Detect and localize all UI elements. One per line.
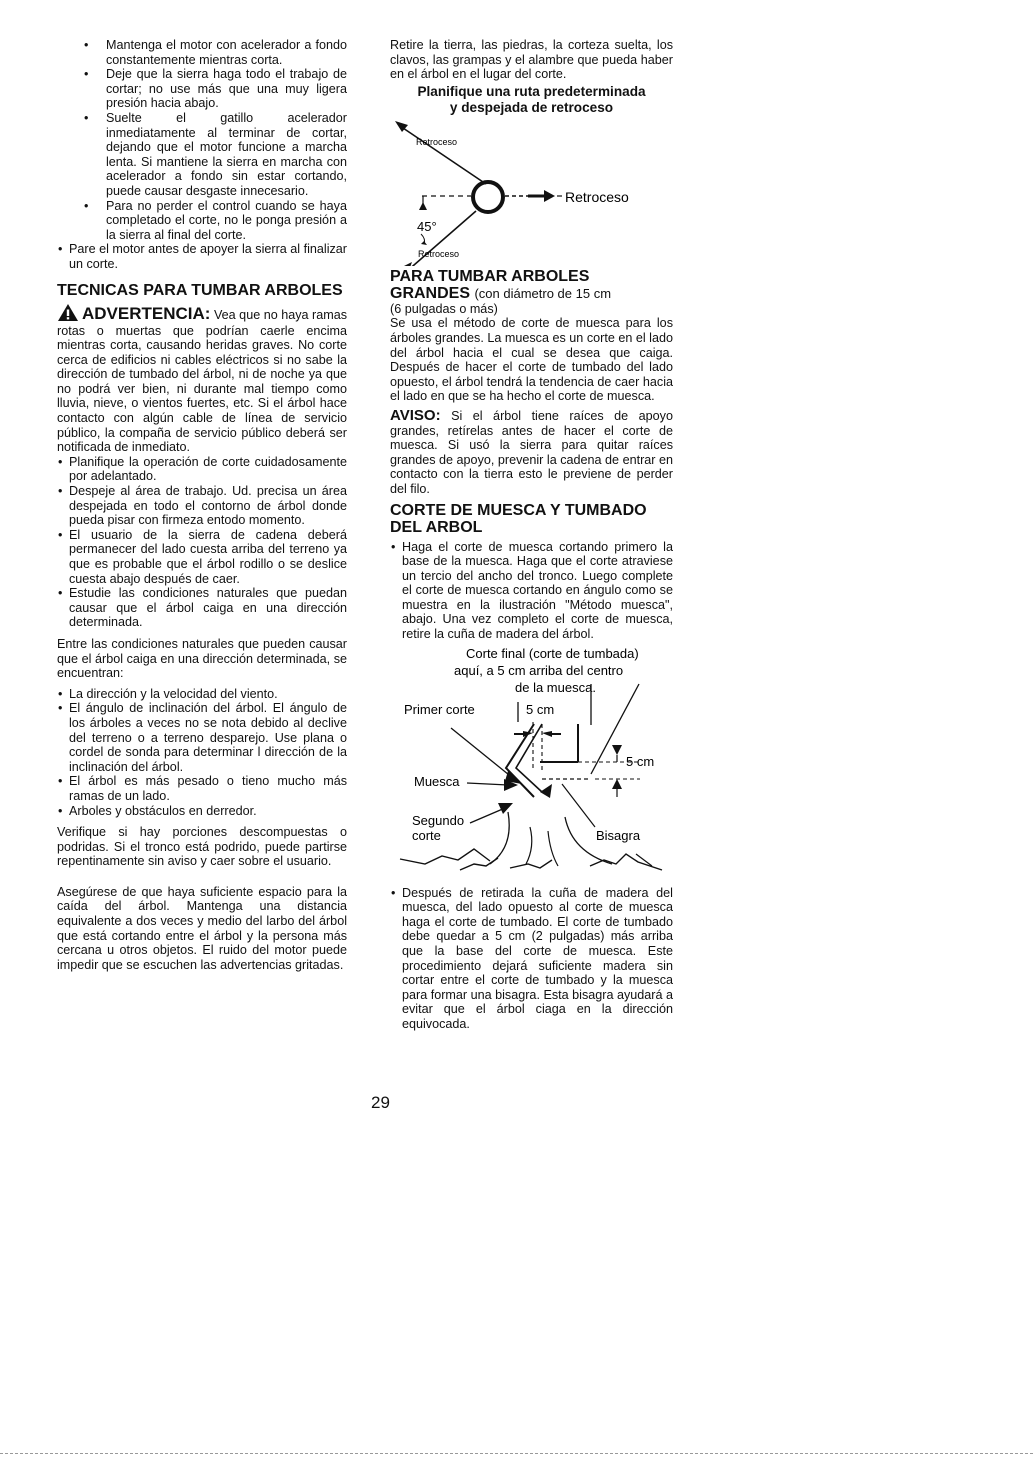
list-item: • Pare el motor antes de apoyer la sierra al finalizar un corte.: [57, 242, 347, 271]
section-heading-corte: CORTE DE MUESCA Y TUMBADO DEL ARBOL: [390, 501, 647, 536]
notch-method-paragraph: Se usa el método de corte de muesca para los árboles grandes. La muesca es un corte en el lado del árbol hacia el cual se desea que caiga. Después de hacer el corte de tumbado del lado opuesto, el árbol tendrá la tendencia de caer hacia el lado en que se ha hecho el corte de muesca.: [390, 316, 673, 404]
five-cm-top-label: 5 cm: [526, 701, 555, 717]
list-item: • El usuario de la sierra de cadena deberá permanecer del lado cuesta arriba del terreno ya que es probable que el árbol rodillo o se deslice cuesta abajo después de caer.: [57, 528, 347, 586]
left-column: [57, 38, 347, 972]
list-item: • Haga el corte de muesca cortando primero la base de la muesca. Haga que el corte atraviese un tercio del ancho del tronco. Luego complete el corte de muesca cortando en ángulo como se muestra en la ilustración "Método muesca", abajo. Una vez completo el corte de muesca, retire la cuña de madera del árbol.: [390, 540, 673, 642]
intro-paragraph: Retire la tierra, las piedras, la corteza suelta, los clavos, las grampas y el alambre que pueda haber en el árbol en el lugar del corte.: [390, 38, 673, 82]
rot-warning-paragraph: Verifique si hay porciones descompuestas o podridas. Si el tronco está podrido, puede partirse repentinamente sin aviso y caer sobre el usuario.: [57, 825, 347, 869]
retreat-label-top: Retroceso: [416, 136, 458, 147]
conditions-list: [57, 687, 347, 818]
clearance-paragraph: Asegúrese de que haya suficiente espacio para la caída del árbol. Mantenga una distancia equivalente a dos veces y medio del larbo del árbol que está cortando entre el árbol y la persona más cercana u otros objetos. El ruido del motor puede impedir que se escuchen las advertencias gritadas.: [57, 884, 347, 972]
list-item: • Despeje al área de trabajo. Ud. precisa un área despejada en todo el contorno de árbol donde pueda pisar con firmeza entodo momento.: [57, 484, 347, 528]
arrow-icon: [540, 784, 552, 798]
arrow-icon: [400, 262, 412, 266]
section-heading-tecnicas: TECNICAS PARA TUMBAR ARBOLES: [57, 281, 343, 299]
list-item: • Estudie las condiciones naturales que puedan causar que el árbol caiga en una dirección determinada.: [57, 586, 347, 630]
retreat-title-line-1: Planifique una ruta predeterminada: [417, 83, 646, 99]
five-cm-right-label: 5 cm: [626, 753, 655, 769]
list-item: • Deje que la sierra haga todo el trabajo de cortar; no use más que una muy ligera presión hacia abajo.: [57, 67, 347, 111]
warning-text: Vea que no haya ramas rotas o muertas que podrían caerle encima mientras corta, causando heridas graves. No corte cerca de edificios ni cables eléctricos si no sabe la dirección de tumbado del árbol, ni de noche ya que no podrá ver bien, ni durante mal tiempo como lluvia, nieve, o vientos fuertes, etc. Si el árbol hace contacto con algún cable de línea de servicio público, la compaña de servicio público deberá ser notificada de inmediato.: [57, 307, 348, 455]
aviso-label: AVISO:: [390, 406, 441, 424]
warning-triangle-icon: [57, 303, 79, 322]
muesca-label: Muesca: [414, 773, 460, 789]
retreat-label-bottom: Retroceso: [418, 248, 460, 259]
felling-cut-list: [390, 886, 673, 1032]
list-item: • Suelte el gatillo acelerador inmediatamente al terminar de cortar, dejando que el motor funcione a marcha lenta. Si mantiene la sierra en marcha con acelerador a fondo sin estar cortando, puede causar desgaste innecesario.: [57, 111, 347, 199]
heading-line-1: PARA TUMBAR ARBOLES: [390, 267, 590, 285]
corte-label: corte: [412, 827, 441, 843]
stop-engine-list: [57, 242, 347, 271]
list-item: • Arboles y obstáculos en derredor.: [57, 804, 347, 819]
page-number: 29: [371, 1093, 390, 1112]
arrow-icon: [612, 779, 622, 789]
list-item: • Después de retirada la cuña de madera del muesca, del lado opuesto al corte de muesca haga el corte de tumbado. El corte de tumbado debe quedar a 5 cm (2 pulgadas) más arriba que la base del corte de muesca. Este procedimiento dejará suficiente madera sin cortar entre el corte de tumbado y la muesca para formar una bisagra. Esta bisagra ayudará a evitar que el árbol ciaga en la dirección equivocada.: [390, 886, 673, 1032]
aviso-paragraph: [390, 406, 673, 497]
arrow-icon: [542, 731, 552, 737]
diameter-note-2: (6 pulgadas o más): [390, 301, 498, 316]
primer-corte-label: Primer corte: [404, 701, 475, 717]
list-item: • El ángulo de inclinación del árbol. El ángulo de los árboles a veces no se nota debido al declive del terreno o a terreno desparejo. Use plana o cordel de sonda para determinar l dirección de la inclinación del árbol.: [57, 701, 347, 774]
arrow-icon: [544, 190, 555, 202]
heading-line-2: GRANDES: [390, 284, 471, 302]
notch-steps-list: [390, 540, 673, 642]
section-heading-arboles-grandes: [390, 268, 673, 302]
list-item: • Para no perder el control cuando se haya completado el corte, no le ponga presión a la sierra al final del corte.: [57, 199, 347, 243]
caption-line-1: Corte final (corte de tumbada): [466, 645, 639, 661]
warning-label: ADVERTENCIA:: [82, 303, 211, 323]
caption-line-2: aquí, a 5 cm arriba del centro: [454, 662, 624, 678]
warning-paragraph: [57, 303, 347, 455]
retreat-title-line-2: y despejada de retroceso: [449, 99, 614, 115]
diameter-note: (con diámetro de 15 cm: [474, 285, 612, 301]
right-column: [390, 38, 673, 1032]
list-item: • Mantenga el motor con acelerador a fondo constantemente mientras corta.: [57, 38, 347, 67]
cutting-tips-list: [57, 38, 347, 242]
bisagra-label: Bisagra: [596, 827, 641, 843]
caption-line-3: de la muesca.: [515, 679, 596, 695]
tree-trunk-icon: [473, 182, 503, 212]
planning-list: [57, 455, 347, 630]
list-item: • Planifique la operación de corte cuidadosamente por adelantado.: [57, 455, 347, 484]
retreat-label-right: Retroceso: [565, 188, 629, 205]
list-item: • La dirección y la velocidad del viento.: [57, 687, 347, 702]
warning-heading: [57, 304, 210, 323]
aviso-text: Si el árbol tiene raíces de apoyo grandes, retírelas antes de hacer el corte de muesca. Si usó la sierra para quitar raíces grandes de apoyo, prevenir la cadena de entrar en contacto con la tierra esto le previene de perder del filo.: [390, 408, 673, 496]
segundo-label: Segundo: [412, 812, 465, 828]
arrow-icon: [612, 745, 622, 755]
page-edge-rule: [0, 1453, 1033, 1454]
conditions-intro: Entre las condiciones naturales que pueden causar que el árbol caiga en una dirección determinada, se encuentran:: [57, 636, 347, 681]
arrow-icon: [498, 803, 513, 814]
angle-label: 45°: [417, 218, 437, 234]
notch-cut-diagram: [390, 642, 673, 884]
retreat-path-diagram: [390, 116, 673, 266]
list-item: • El árbol es más pesado o tieno mucho más ramas de un lado.: [57, 774, 347, 803]
